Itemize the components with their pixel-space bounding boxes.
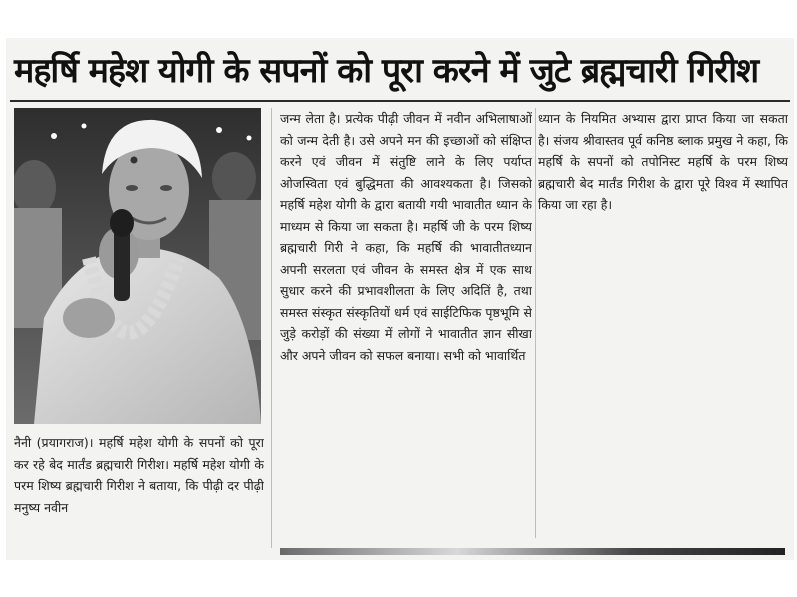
column-2-text: जन्म लेता है। प्रत्येक पीढ़ी जीवन में नवीन अभिलाषाओं को जन्म देती है। उसे अपने मन की इच्छाओं को संक्षिप्त करने एवं जीवन में संतुष्टि लाने के लिए पर्याप्त ओजस्विता एवं बुद्धिमता की आवश्यकता है। जिसको महर्षि महेश योगी के द्वारा बतायी गयी भावातीत ध्यान के माध्यम से किया जा सकता है। महर्षि जी के परम शिष्य ब्रह्मचारी गिरी ने कहा, कि महर्षि की भावातीतध्यान अपनी सरलता एवं जीवन के समस्त क्षेत्र में एक साथ सुधार करने की प्रभावशीलता के लिए अदितिं है, तथा समस्त संस्कृत संस्कृतियों धर्म एवं साईटिफिक पृष्ठभूमि से जुड़े करोड़ों की संख्या में लोगों ने भावातीत ज्ञान सीखा और अपने जीवन को सफल बनाया। सभी को भावार्थित (280, 111, 532, 363)
column-3-text: ध्यान के नियमित अभ्यास द्वारा प्राप्त किया जा सकता है। संजय श्रीवास्तव पूर्व कनिष्ठ ब्लाक प्रमुख ने कहा, कि महर्षि के सपनों को तपोनिस्ट महर्षि के परम शिष्य ब्रह्मचारी बेद मार्तंड गिरीश के द्वारा पूरे विश्व में स्थापित किया जा रहा है। (538, 111, 788, 212)
page-edge-band (280, 548, 785, 555)
photo-illustration (14, 108, 261, 424)
column-divider (535, 108, 536, 538)
article-headline: महर्षि महेश योगी के सपनों को पूरा करने में जुटे ब्रह्मचारी गिरीश (14, 51, 759, 91)
article-column-2 (280, 108, 532, 535)
article-column-1 (14, 432, 264, 557)
column-divider (271, 108, 272, 548)
column-1-text: नैनी (प्रयागराज)। महर्षि महेश योगी के सपनों को पूरा कर रहे बेद मार्तंड ब्रह्मचारी गिरीश। महर्षि महेश योगी के परम शिष्य ब्रह्मचारी गिरीश ने बताया, कि पीढ़ी दर पीढ़ी मनुष्य नवीन (14, 435, 264, 515)
article-photo (14, 108, 261, 424)
headline-rule (10, 100, 790, 102)
article-column-3 (538, 108, 788, 278)
